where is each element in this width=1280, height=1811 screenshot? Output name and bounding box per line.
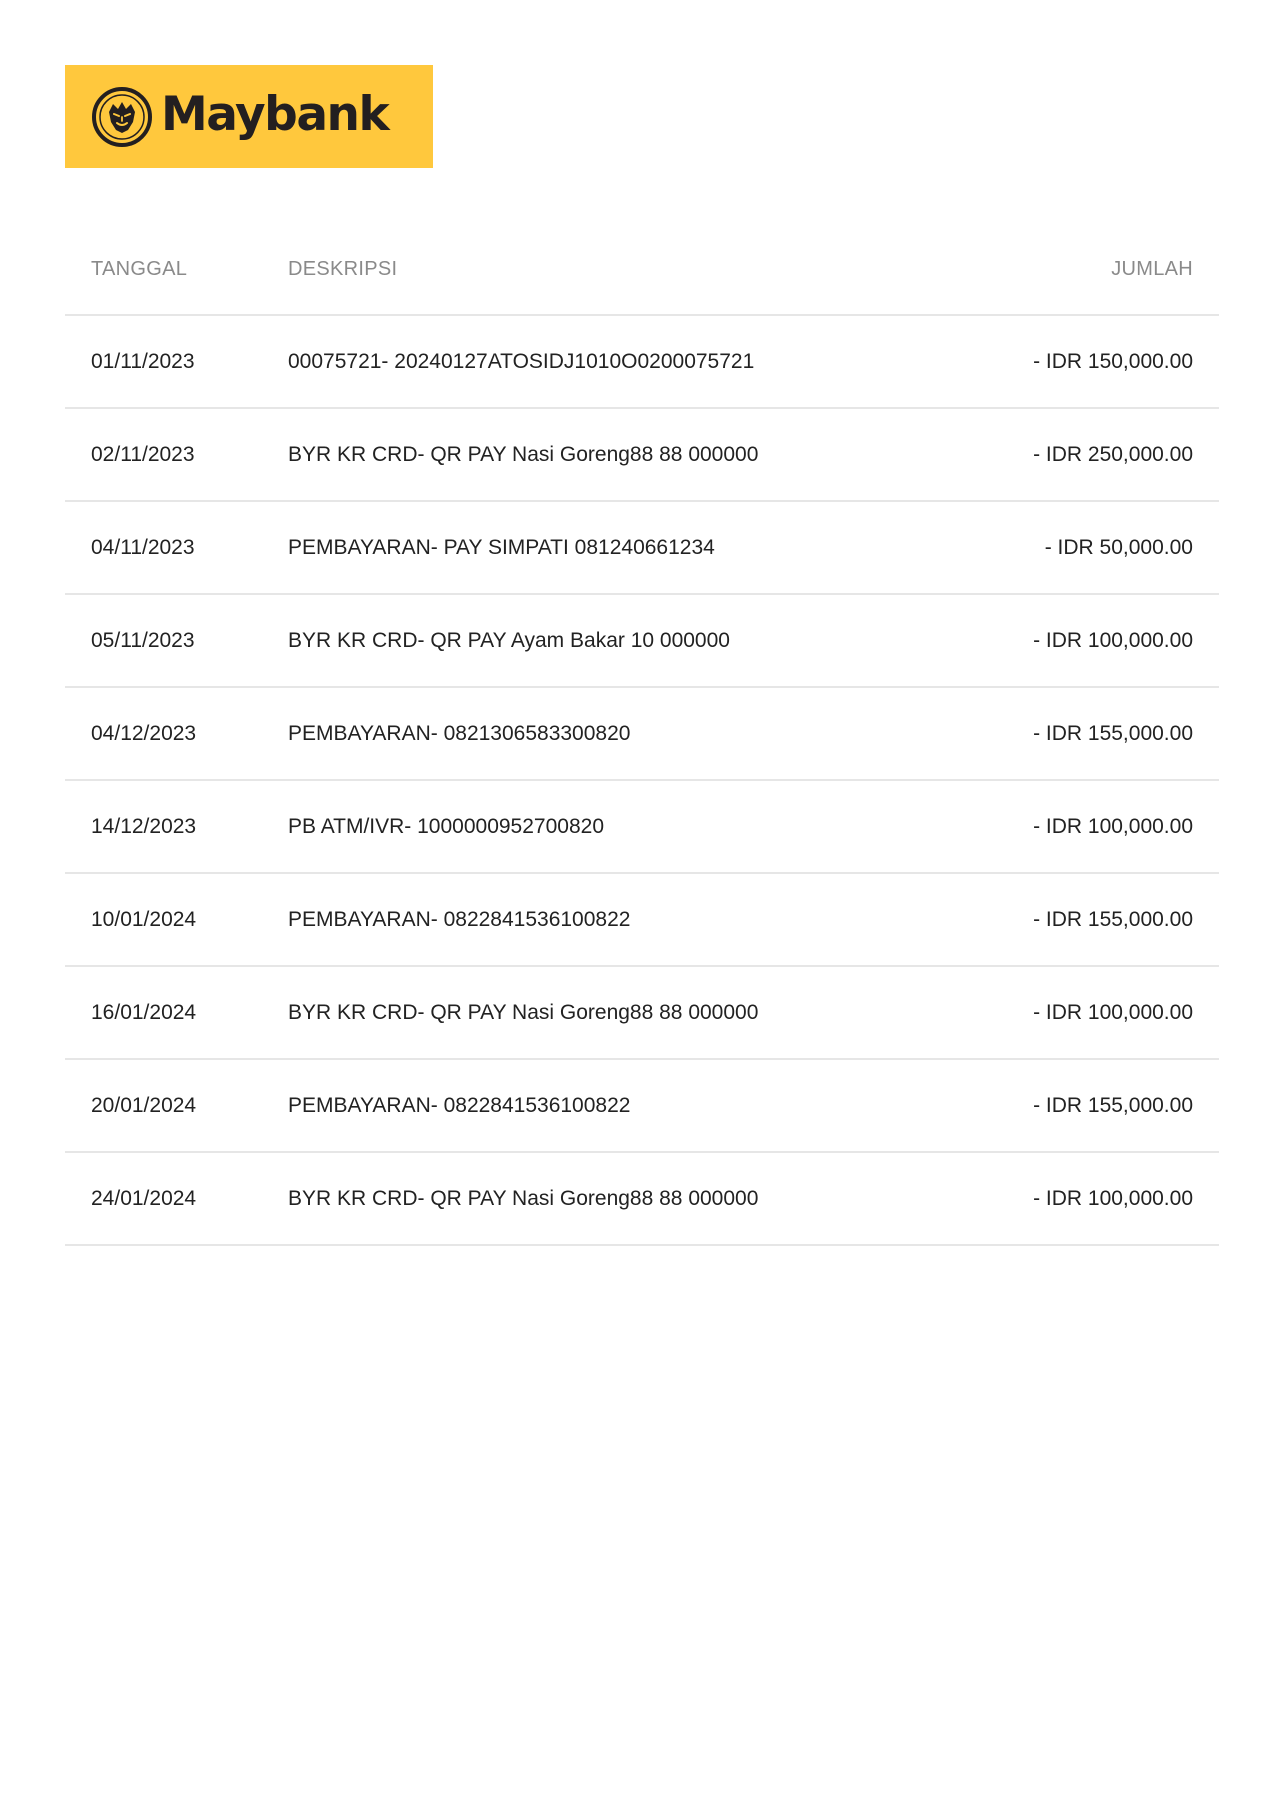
row-description: PEMBAYARAN- 0822841536100822 (288, 1093, 631, 1117)
row-date: 20/01/2024 (91, 1093, 197, 1117)
table-row (65, 874, 1219, 967)
table-row (65, 595, 1219, 688)
row-amount: - IDR 50,000.00 (1044, 535, 1193, 559)
row-amount: - IDR 100,000.00 (1033, 628, 1193, 652)
row-amount: - IDR 155,000.00 (1033, 721, 1193, 745)
header-description: DESKRIPSI (288, 257, 398, 280)
row-description: BYR KR CRD- QR PAY Ayam Bakar 10 000000 (288, 628, 730, 652)
row-description: PEMBAYARAN- 0821306583300820 (288, 721, 631, 745)
row-date: 10/01/2024 (91, 907, 197, 931)
row-date: 02/11/2023 (91, 442, 195, 466)
table-row (65, 1153, 1219, 1246)
row-amount: - IDR 155,000.00 (1033, 1093, 1193, 1117)
row-description: PEMBAYARAN- 0822841536100822 (288, 907, 631, 931)
row-description: BYR KR CRD- QR PAY Nasi Goreng88 88 000000 (288, 1000, 759, 1024)
table-header (65, 224, 1219, 316)
row-description: PB ATM/IVR- 1000000952700820 (288, 814, 604, 838)
row-description: BYR KR CRD- QR PAY Nasi Goreng88 88 000000 (288, 1186, 759, 1210)
table-row (65, 781, 1219, 874)
row-date: 01/11/2023 (91, 349, 195, 373)
row-description: PEMBAYARAN- PAY SIMPATI 081240661234 (288, 535, 715, 559)
row-amount: - IDR 155,000.00 (1033, 907, 1193, 931)
row-amount: - IDR 250,000.00 (1033, 442, 1193, 466)
row-description: BYR KR CRD- QR PAY Nasi Goreng88 88 000000 (288, 442, 759, 466)
row-date: 24/01/2024 (91, 1186, 197, 1210)
table-row (65, 688, 1219, 781)
row-date: 14/12/2023 (91, 814, 197, 838)
row-date: 16/01/2024 (91, 1000, 197, 1024)
table-row (65, 1060, 1219, 1153)
row-date: 04/11/2023 (91, 535, 195, 559)
table-row (65, 967, 1219, 1060)
header-amount: JUMLAH (1111, 257, 1193, 280)
row-amount: - IDR 100,000.00 (1033, 1186, 1193, 1210)
maybank-logo (65, 65, 433, 168)
transaction-table (65, 224, 1219, 1246)
row-date: 05/11/2023 (91, 628, 195, 652)
brand-wordmark: Maybank (161, 87, 389, 142)
tiger-head-icon (91, 86, 153, 148)
row-date: 04/12/2023 (91, 721, 197, 745)
table-row (65, 316, 1219, 409)
table-row (65, 502, 1219, 595)
row-amount: - IDR 100,000.00 (1033, 814, 1193, 838)
row-amount: - IDR 100,000.00 (1033, 1000, 1193, 1024)
header-date: TANGGAL (91, 257, 188, 280)
row-amount: - IDR 150,000.00 (1033, 349, 1193, 373)
table-row (65, 409, 1219, 502)
row-description: 00075721- 20240127ATOSIDJ1010O0200075721 (288, 349, 755, 373)
